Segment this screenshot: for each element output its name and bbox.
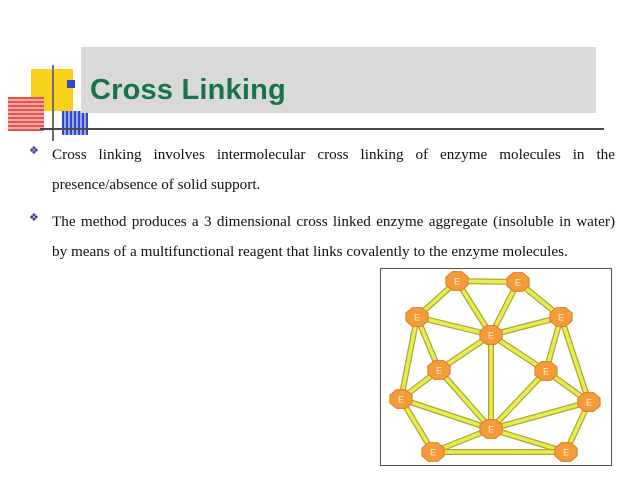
enzyme-node: [550, 308, 572, 327]
enzyme-node-label: E: [435, 365, 443, 376]
enzyme-node: [390, 390, 412, 409]
diamond-bullet-icon: ❖: [29, 212, 39, 224]
bullet-list: [27, 140, 615, 274]
enzyme-aggregate-diagram: [380, 268, 612, 466]
enzyme-node-label: E: [397, 394, 405, 405]
enzyme-node: [578, 393, 600, 412]
enzyme-node-label: E: [557, 312, 565, 323]
enzyme-node: [406, 308, 428, 327]
enzyme-node: [555, 443, 577, 462]
enzyme-node-label: E: [487, 424, 495, 435]
enzyme-node-label: E: [514, 277, 522, 288]
enzyme-node: [507, 273, 529, 292]
bullet-text: Cross linking involves intermolecular cross linking of enzyme molecules in the presence/absence of solid support.: [52, 146, 615, 193]
enzyme-node: [535, 362, 557, 381]
enzyme-node: [422, 443, 444, 462]
enzyme-node-label: E: [429, 447, 437, 458]
enzyme-node: [428, 361, 450, 380]
decor-blue-square: [62, 111, 88, 135]
enzyme-node-label: E: [413, 312, 421, 323]
enzyme-node-label: E: [585, 397, 593, 408]
diamond-bullet-icon: ❖: [29, 145, 39, 157]
enzyme-node-label: E: [562, 447, 570, 458]
enzyme-node: [446, 272, 468, 291]
decor-blue-small-square: [67, 80, 75, 88]
title-underline: [40, 128, 604, 130]
bullet-item: [27, 140, 615, 200]
slide-title: Cross Linking: [90, 74, 286, 106]
cross-link-network: [381, 269, 611, 465]
enzyme-node: [480, 326, 502, 345]
decor-red-square: [8, 97, 44, 131]
enzyme-node-label: E: [487, 330, 495, 341]
bullet-item: [27, 207, 615, 267]
enzyme-node-label: E: [542, 366, 550, 377]
enzyme-node: [480, 420, 502, 439]
bullet-text: The method produces a 3 dimensional cross linked enzyme aggregate (insoluble in water) by means of a multifunctional reagent that links covalently to the enzyme molecules.: [52, 213, 615, 260]
enzyme-node-label: E: [453, 276, 461, 287]
